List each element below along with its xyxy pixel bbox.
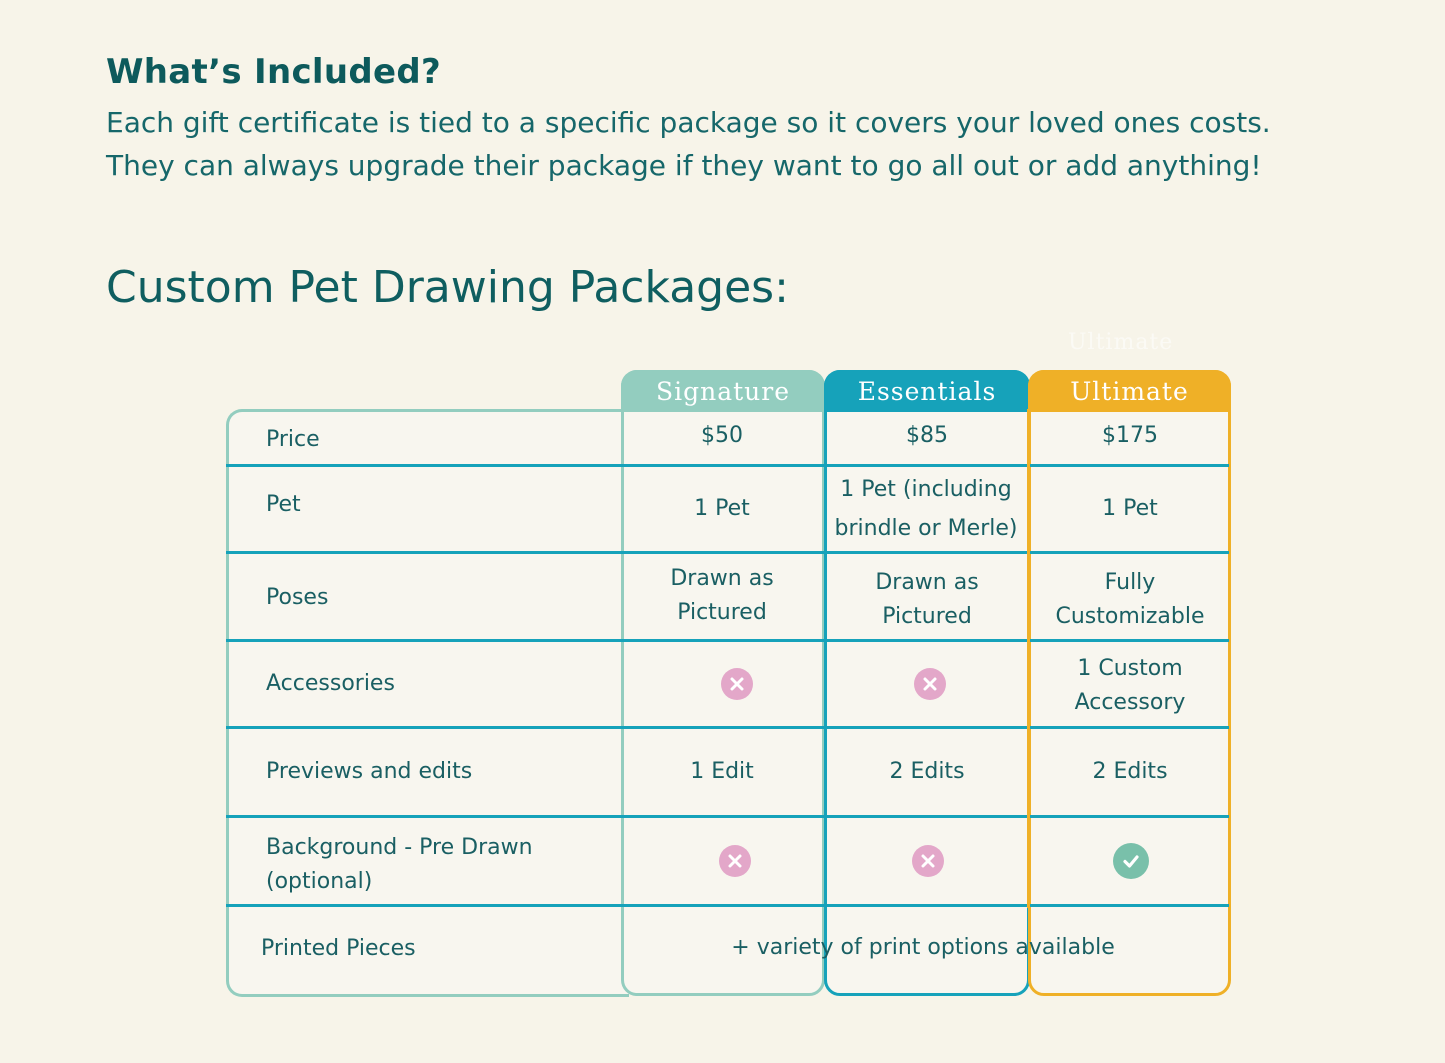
column-header-essentials: Essentials (824, 370, 1030, 412)
cell-background-ultimate (1031, 818, 1231, 904)
cell-price-ultimate: $175 (1102, 423, 1158, 448)
printed-options-note: + variety of print options available (731, 935, 1115, 960)
section-title: Custom Pet Drawing Packages: (106, 262, 789, 313)
intro-line-1: Each gift certificate is tied to a specific package so it covers your loved ones costs. (106, 106, 1271, 139)
x-icon (719, 845, 751, 877)
row-divider (226, 551, 1229, 554)
intro-heading: What’s Included? (106, 52, 442, 92)
check-icon (1113, 843, 1149, 879)
cell-previews-essentials: 2 Edits (889, 759, 965, 784)
row-label-price: Price (266, 427, 320, 452)
cell-previews-signature: 1 Edit (690, 759, 754, 784)
cell-poses-signature: Drawn as Pictured (670, 566, 774, 625)
x-icon (721, 668, 753, 700)
cell-price-signature: $50 (701, 423, 743, 448)
cell-background-essentials (828, 818, 1028, 904)
row-label-printed: Printed Pieces (261, 936, 416, 961)
row-label-poses: Poses (266, 585, 329, 610)
cell-accessories-essentials (830, 642, 1030, 726)
row-label-previews: Previews and edits (266, 759, 473, 784)
cell-previews-ultimate: 2 Edits (1092, 759, 1168, 784)
row-label-background: Background - Pre Drawn (optional) (266, 835, 533, 894)
intro-line-2: They can always upgrade their package if they want to go all out or add anything! (106, 149, 1262, 182)
cell-pet-ultimate: 1 Pet (1102, 496, 1158, 521)
cell-poses-essentials: Drawn as Pictured (875, 570, 979, 629)
row-label-accessories: Accessories (266, 671, 395, 696)
row-label-pet: Pet (266, 492, 301, 517)
x-icon (914, 668, 946, 700)
ghost-label: Ultimate (1068, 330, 1174, 355)
column-header-ultimate: Ultimate (1028, 370, 1231, 412)
cell-price-essentials: $85 (906, 423, 948, 448)
cell-poses-ultimate: Fully Customizable (1055, 570, 1205, 629)
cell-accessories-signature (638, 642, 836, 726)
cell-background-signature (636, 818, 834, 904)
x-icon (912, 845, 944, 877)
column-header-signature: Signature (621, 370, 825, 412)
cell-accessories-ultimate: 1 Custom Accessory (1074, 656, 1186, 715)
cell-pet-signature: 1 Pet (694, 496, 750, 521)
row-divider (226, 904, 1229, 907)
intro-text (106, 101, 1271, 187)
cell-pet-essentials: 1 Pet (including brindle or Merle) (834, 477, 1018, 541)
